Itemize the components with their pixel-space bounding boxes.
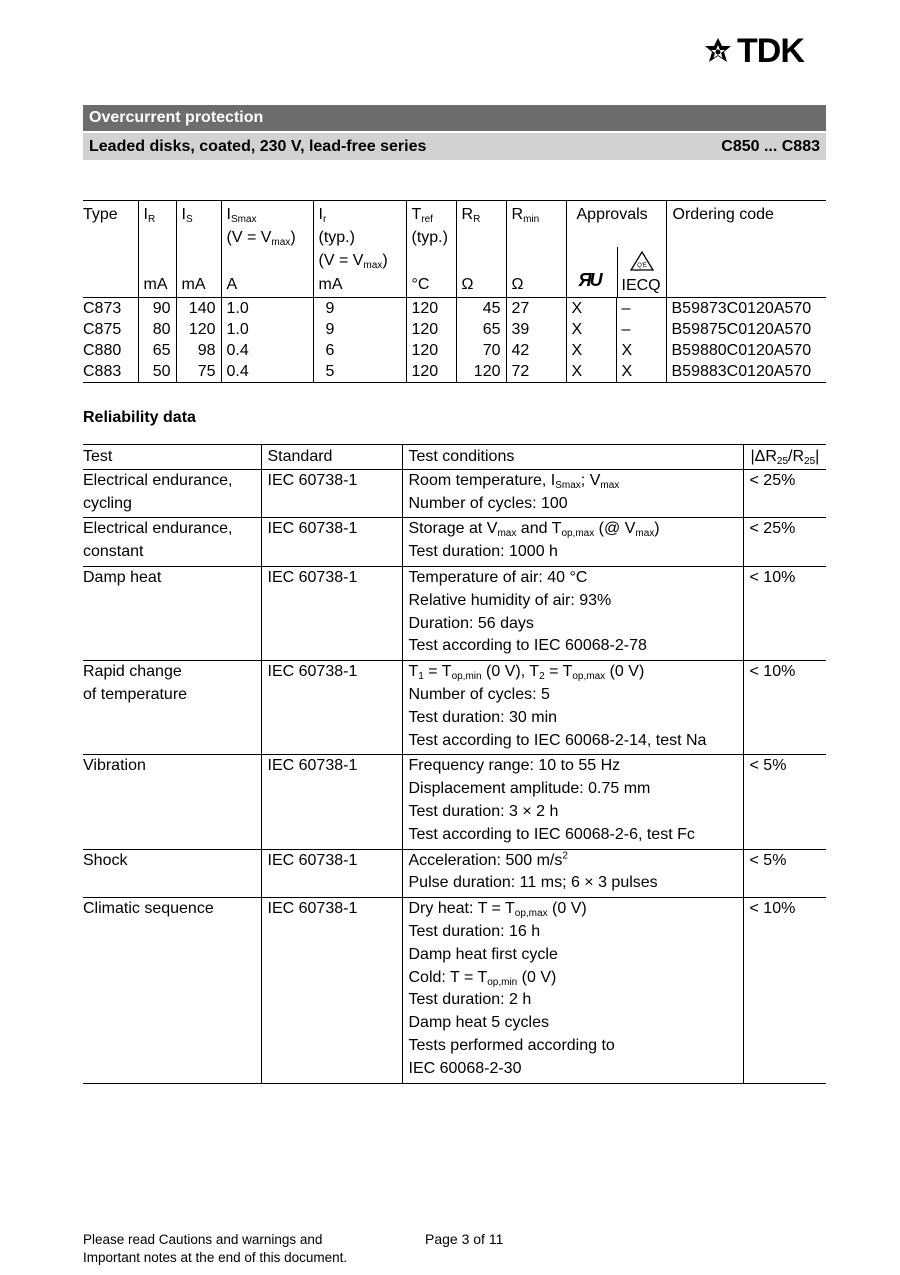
col-ir: $I_R$ mA: [138, 201, 176, 298]
brand-wordmark: TDK: [737, 32, 804, 70]
reliability-header-row: [83, 445, 826, 470]
reliability-title: Reliability data: [83, 409, 196, 426]
col-test: Test: [83, 445, 261, 470]
table-row: C883 50 75 0.4 5 120 120 72 X X B59883C0120A570: [83, 361, 826, 383]
svg-text:Q'E: Q'E: [636, 263, 647, 269]
series-range: C850 ... C883: [721, 138, 820, 155]
col-tref: $T_{ref}$ (typ.) °C: [406, 201, 456, 298]
col-standard: Standard: [261, 445, 402, 470]
page-number: Page 3 of 11: [425, 1231, 504, 1247]
col-conditions: Test conditions: [402, 445, 743, 470]
tdk-logo: [703, 32, 827, 70]
reliability-table: [83, 444, 826, 1084]
table-row: C875 80 120 1.0 9 120 65 39 X – B59875C0120A570: [83, 319, 826, 340]
table-row: Damp heat IEC 60738-1 Temperature of air: 40 °C Relative humidity of air: 93% Duration: 56 days Test according to IEC 60068-2-78 < 10%: [83, 566, 826, 660]
col-rmin: $R_{min}$ Ω: [506, 201, 566, 298]
col-ordering-code: Ordering code: [666, 201, 826, 298]
spec-header-row: [83, 201, 826, 298]
table-row: C873 90 140 1.0 9 120 45 27 X – B59873C0120A570: [83, 298, 826, 320]
table-row: Climatic sequence IEC 60738-1 Dry heat: $T = T_{op,max}$ (0 V) Test duration: 16 h Damp heat first cycle Cold: $T = T_{op,min}$ (0 V) Test duration: 2 h Damp heat 5 cycles Tests performed according to IEC 60068-2-30 < 10%: [83, 898, 826, 1083]
section-title-bar: [83, 105, 826, 131]
subtitle-bar: [83, 133, 826, 160]
table-row: C880 65 98 0.4 6 120 70 42 X X B59880C0120A570: [83, 340, 826, 361]
col-ismax: $I_{Smax}$ $(V = V_{max})$ A: [221, 201, 313, 298]
col-approvals: Approvals ЯU Q'E IECQ: [566, 201, 666, 298]
ul-mark-icon: ЯU: [578, 270, 601, 290]
table-row: Shock IEC 60738-1 Acceleration: 500 $m/s^2$ Pulse duration: 11 ms; 6 × 3 pulses < 5%: [83, 849, 826, 898]
col-type: Type: [83, 201, 138, 298]
spec-table: [83, 200, 826, 383]
col-ir-typ: $I_r$ (typ.) $(V = V_{max})$ mA: [313, 201, 406, 298]
col-delta: $|\Delta R_{25}/R_{25}|$: [743, 445, 826, 470]
col-is: $I_S$ mA: [176, 201, 221, 298]
table-row: Electrical endurance, constant IEC 60738-1 Storage at $V_{max}$ and $T_{op,max}$ (@ $V_{max}$) Test duration: 1000 h < 25%: [83, 518, 826, 567]
footer-note: Please read Cautions and warnings and Important notes at the end of this document.: [83, 1232, 348, 1265]
iecq-triangle-icon: [630, 251, 654, 271]
table-row: Vibration IEC 60738-1 Frequency range: 10 to 55 Hz Displacement amplitude: 0.75 mm Test duration: 3 × 2 h Test according to IEC 60068-2-6, test Fc < 5%: [83, 755, 826, 849]
tdk-emblem-icon: [703, 37, 733, 67]
table-row: Rapid change of temperature IEC 60738-1 $T_1 = T_{op,min}$ (0 V), $T_2 = T_{op,max}$ (0 V) Number of cycles: 5 Test duration: 30 min Test according to IEC 60068-2-14, test Na < 10%: [83, 661, 826, 755]
page-title: Overcurrent protection: [89, 109, 264, 126]
table-row: Electrical endurance, cycling IEC 60738-1 Room temperature, $I_{Smax}$; $V_{max}$ Number of cycles: 100 < 25%: [83, 469, 826, 518]
series-subtitle: Leaded disks, coated, 230 V, lead-free series: [89, 138, 427, 155]
col-rr: $R_R$ Ω: [456, 201, 506, 298]
